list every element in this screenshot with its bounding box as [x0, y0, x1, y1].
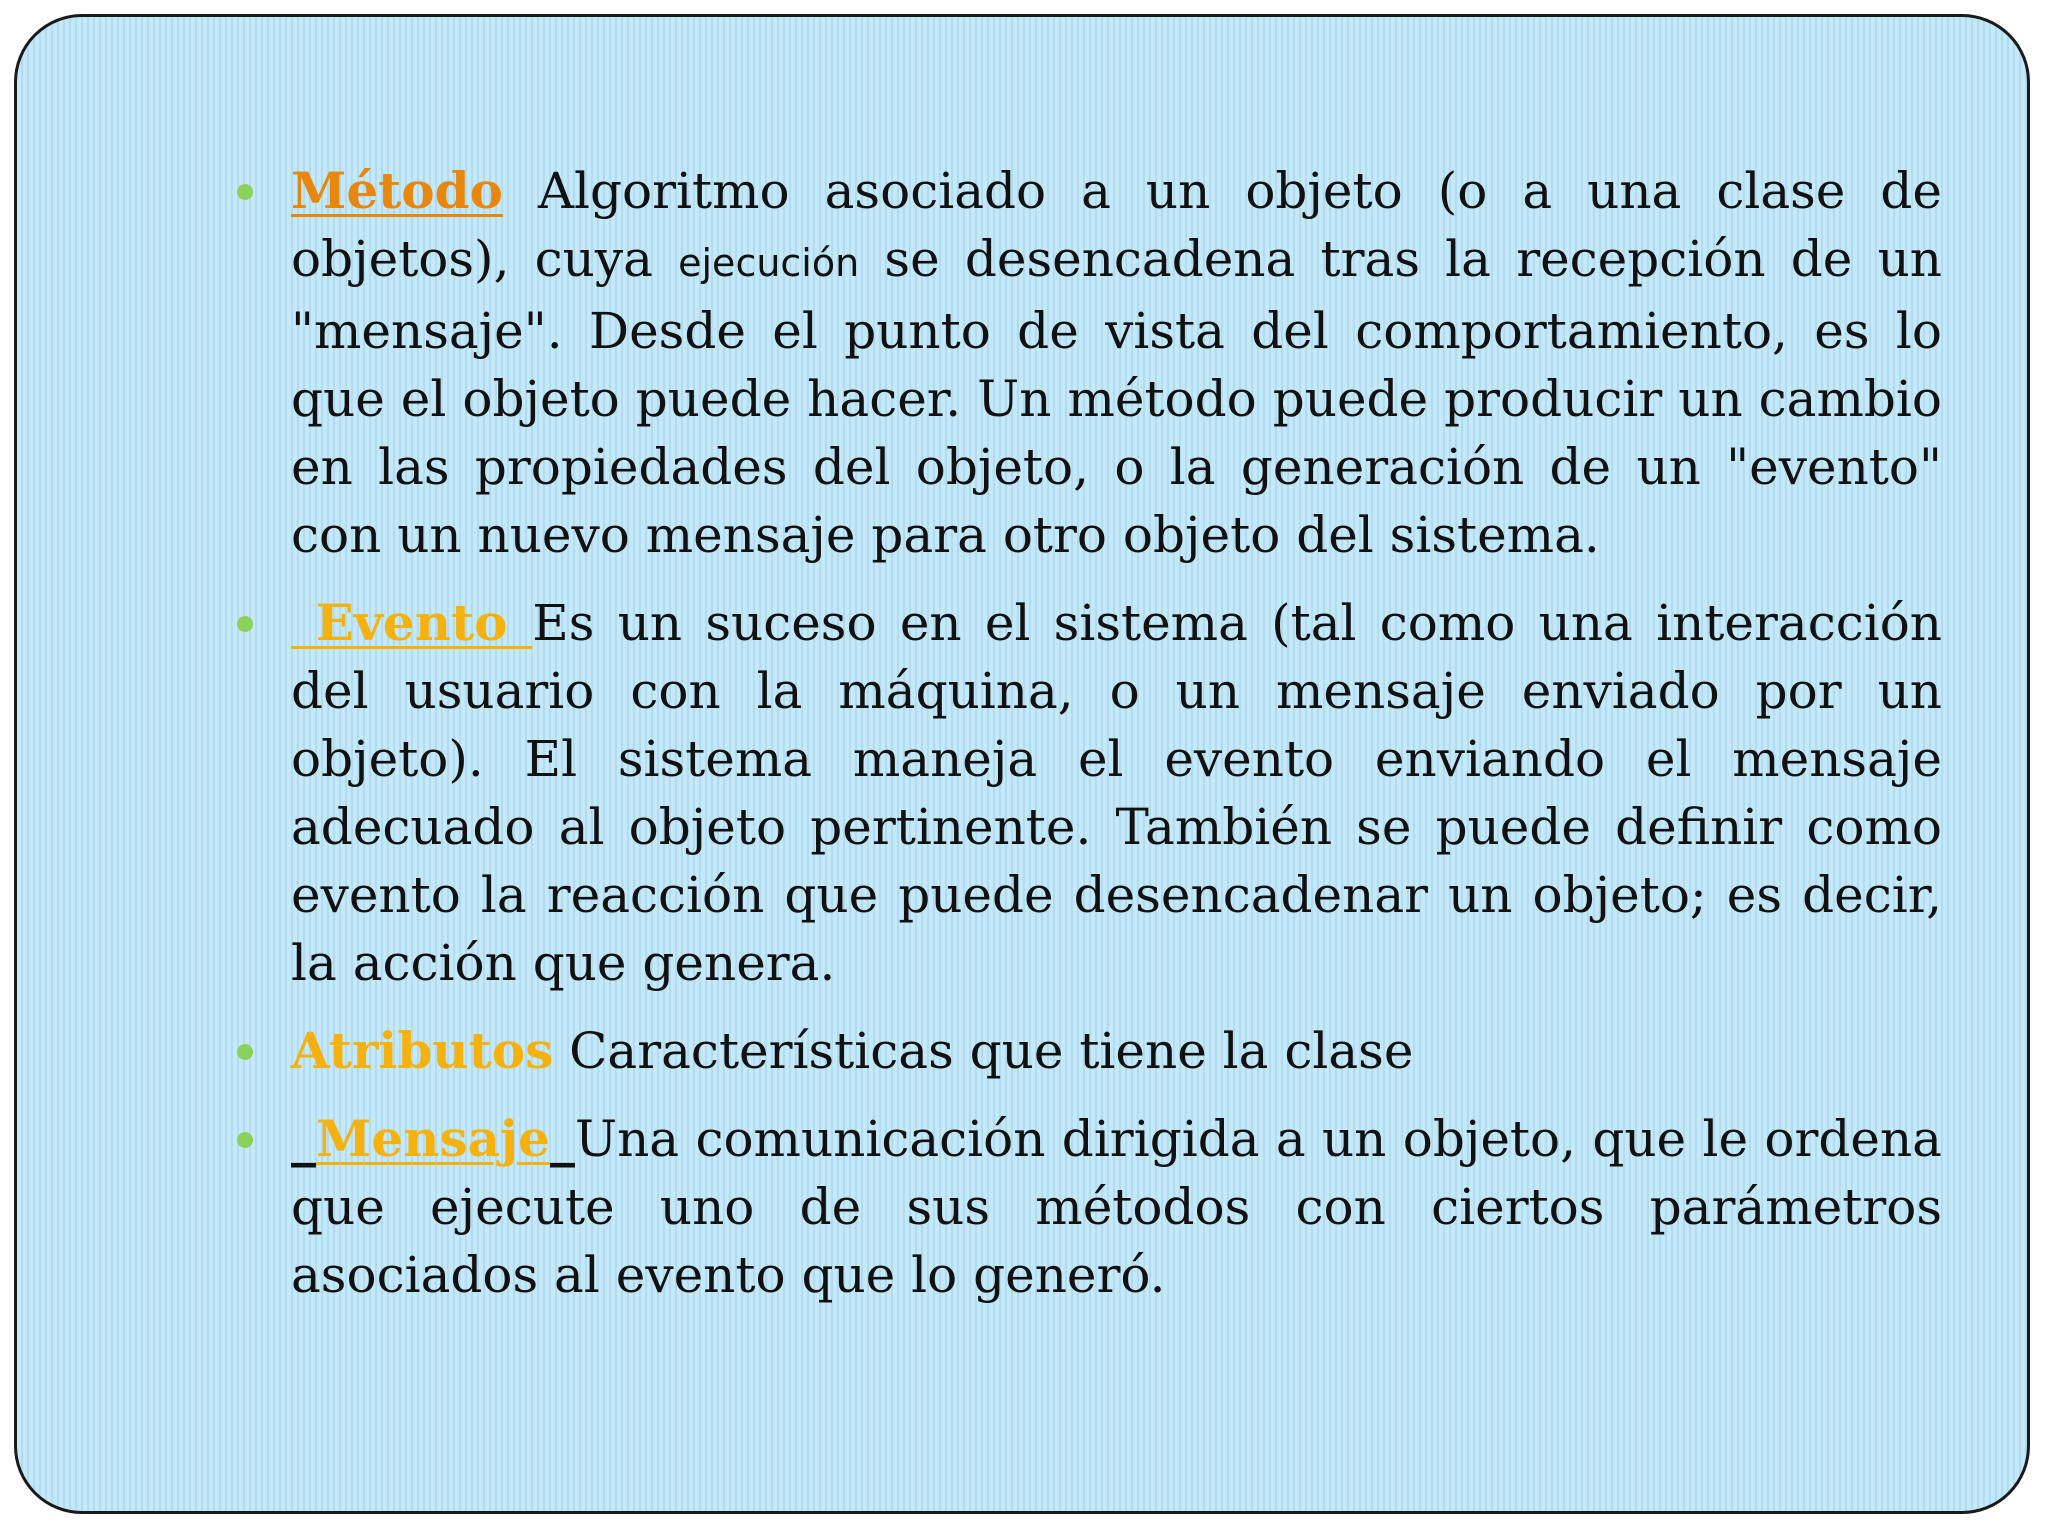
bullet-dot-icon: [237, 1132, 253, 1148]
term-evento: Evento: [291, 593, 533, 652]
bullet-dot-icon: [237, 184, 253, 200]
term-mensaje: Mensaje: [316, 1109, 550, 1168]
definition-metodo-part1: Algoritmo asociado a un objeto (o a una clase de objetos), cuya: [291, 162, 1942, 288]
list-item-atributos: [227, 1017, 1942, 1085]
list-item-evento: [227, 589, 1942, 997]
definition-metodo-part2: se desencadena tras la recepción de un "mensaje". Desde el punto de vista del comportamiento, es lo que el objeto puede hacer. Un método puede producir un cambio en las propiedades del objeto, o la generación de un "evento" con un nuevo mensaje para otro objeto del sistema.: [291, 230, 1942, 564]
term-mensaje-suffix: _: [549, 1109, 575, 1168]
definition-evento: Es un suceso en el sistema (tal como una interacción del usuario con la máquina, o un mensaje enviado por un objeto). El sistema maneja el evento enviando el mensaje adecuado al objeto pertinente. También se puede definir como evento la reacción que puede desencadenar un objeto; es decir, la acción que genera.: [291, 594, 1942, 992]
slide-panel: [14, 14, 2030, 1514]
term-atributos: Atributos: [291, 1021, 554, 1080]
slide-content: [227, 157, 1942, 1329]
term-metodo: Método: [291, 161, 503, 220]
definition-atributos: Características que tiene la clase: [553, 1022, 1414, 1080]
bullet-dot-icon: [237, 1044, 253, 1060]
term-mensaje-prefix: _: [291, 1109, 316, 1168]
definition-list: [227, 157, 1942, 1309]
definition-metodo-ejecucion: ejecución: [678, 241, 860, 285]
bullet-dot-icon: [237, 616, 253, 632]
list-item-metodo: [227, 157, 1942, 569]
list-item-mensaje: [227, 1105, 1942, 1309]
definition-mensaje: Una comunicación dirigida a un objeto, que le ordena que ejecute uno de sus métodos con ciertos parámetros asociados al evento que lo generó.: [291, 1110, 1942, 1304]
